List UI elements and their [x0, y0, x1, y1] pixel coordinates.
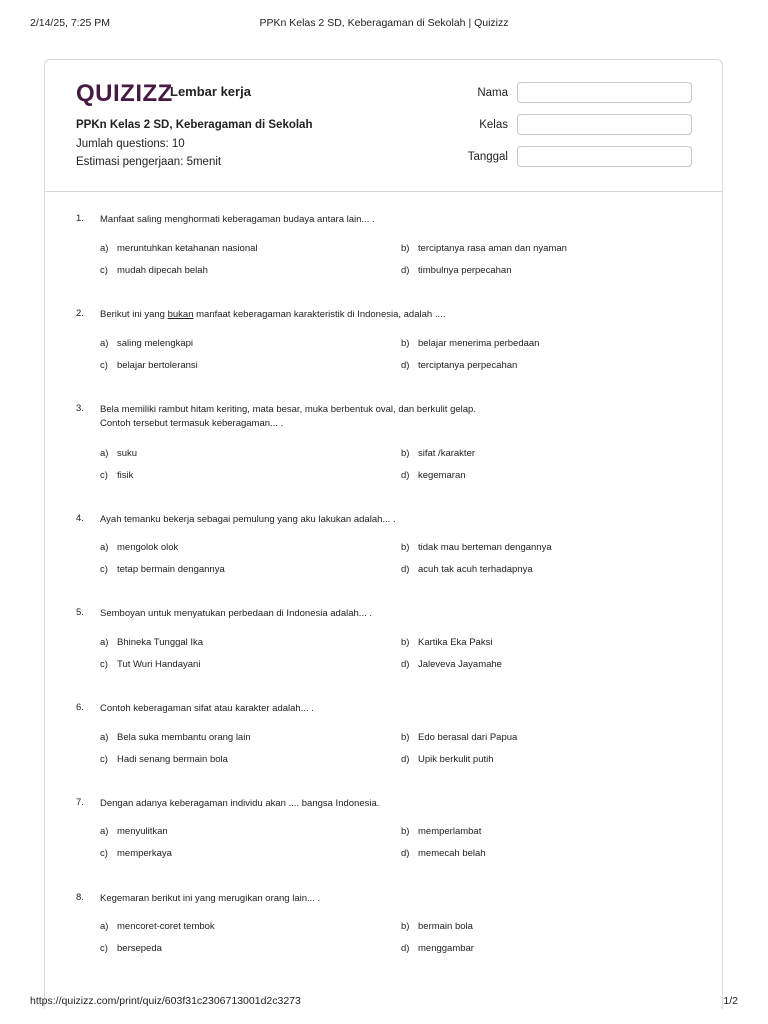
question-number: 5. [76, 607, 84, 618]
question-text: Berikut ini yang bukan manfaat keberagaman karakteristik di Indonesia, adalah .... [100, 309, 446, 320]
quizizz-logo: QUIZIZZ [76, 80, 173, 107]
question-number: 3. [76, 403, 84, 414]
name-field[interactable] [517, 82, 692, 103]
question-number: 2. [76, 308, 84, 319]
worksheet-header [45, 60, 722, 192]
question-text: Ayah temanku bekerja sebagai pemulung yang aku lakukan adalah... . [100, 514, 396, 525]
print-title: PPKn Kelas 2 SD, Keberagaman di Sekolah | Quizizz [259, 17, 509, 29]
underlined-word: bukan [167, 309, 194, 320]
question-number: 6. [76, 702, 84, 713]
page-number: 1/2 [723, 995, 738, 1007]
question-number: 1. [76, 213, 84, 224]
date-label: Tanggal [467, 151, 508, 163]
print-footer [30, 995, 738, 1009]
question-number: 8. [76, 892, 84, 903]
question-text: Bela memiliki rambut hitam keriting, mata besar, muka berbentuk oval, dan berkulit gelap. Contoh tersebut termasuk keberagaman... . [100, 404, 476, 429]
question-text: Dengan adanya keberagaman individu akan .... bangsa Indonesia. [100, 798, 380, 809]
print-header [30, 17, 738, 31]
class-label: Kelas [479, 119, 508, 131]
date-field[interactable] [517, 146, 692, 167]
print-url: https://quizizz.com/print/quiz/603f31c2306713001d2c3273 [30, 995, 301, 1007]
quiz-title: PPKn Kelas 2 SD, Keberagaman di Sekolah [76, 119, 313, 131]
worksheet-subtitle: Lembar kerja [170, 84, 251, 99]
question-count: Jumlah questions: 10 [76, 138, 185, 150]
question-text: Kegemaran berikut ini yang merugikan orang lain... . [100, 893, 321, 904]
question-text: Manfaat saling menghormati keberagaman budaya antara lain... . [100, 214, 375, 225]
question-number: 4. [76, 513, 84, 524]
name-label: Nama [477, 87, 508, 99]
class-field[interactable] [517, 114, 692, 135]
worksheet: QUIZIZZ Lembar kerja PPKn Kelas 2 SD, Keberagaman di Sekolah Jumlah questions: 10 Estimasi pengerjaan: 5menit Nama Kelas Tanggal 1. Manfaat saling menghormati keberagaman budaya antara lain... . a) meruntuhkan ketahanan nasional b) terciptanya rasa aman dan nyaman c) mudah dipecah belah d) timbulnya perpecahan 2. Berikut ini yang bukan manfaat keberagaman karakteristik di Indonesia, adalah .... a) saling melengkapi b) belajar menerima perbedaan c) belajar bertoleransi d) terciptanya perpecahan 3. Bela memiliki rambut hitam keriting, mata besar, muka berbentuk oval, dan berkulit gelap. Contoh tersebut termasuk keberagaman... . a) suku b) sifat /karakter c) fisik d) kegemaran 4. Ayah temanku bekerja sebagai pemulung yang aku lakukan adalah... . a) mengolok olok b) tidak mau berteman dengannya c) tetap bermain dengannya d) acuh tak acuh terhadapnya 5. Semboyan untuk menyatukan perbedaan di Indonesia adalah... . a) Bhineka Tunggal Ika b) Kartika Eka Paksi c) Tut Wuri Handayani d) Jaleveva Jayamahe 6. Contoh keberagaman sifat atau karakter adalah... . a) Bela suka membantu orang lain b) Edo berasal dari Papua c) Hadi senang bermain bola d) Upik berkulit putih 7. Dengan adanya keberagaman individu akan .... bangsa Indonesia. a) menyulitkan b) memperlambat c) memperkaya d) memecah belah 8. Kegemaran berikut ini yang merugikan orang lain... . a) mencoret-coret tembok b) bermain bola c) bersepeda d) menggambar [44, 59, 723, 1009]
question-text: Contoh keberagaman sifat atau karakter adalah... . [100, 703, 314, 714]
question-text: Semboyan untuk menyatukan perbedaan di Indonesia adalah... . [100, 608, 372, 619]
time-estimate: Estimasi pengerjaan: 5menit [76, 156, 222, 168]
question-number: 7. [76, 797, 84, 808]
print-date: 2/14/25, 7:25 PM [30, 17, 110, 29]
